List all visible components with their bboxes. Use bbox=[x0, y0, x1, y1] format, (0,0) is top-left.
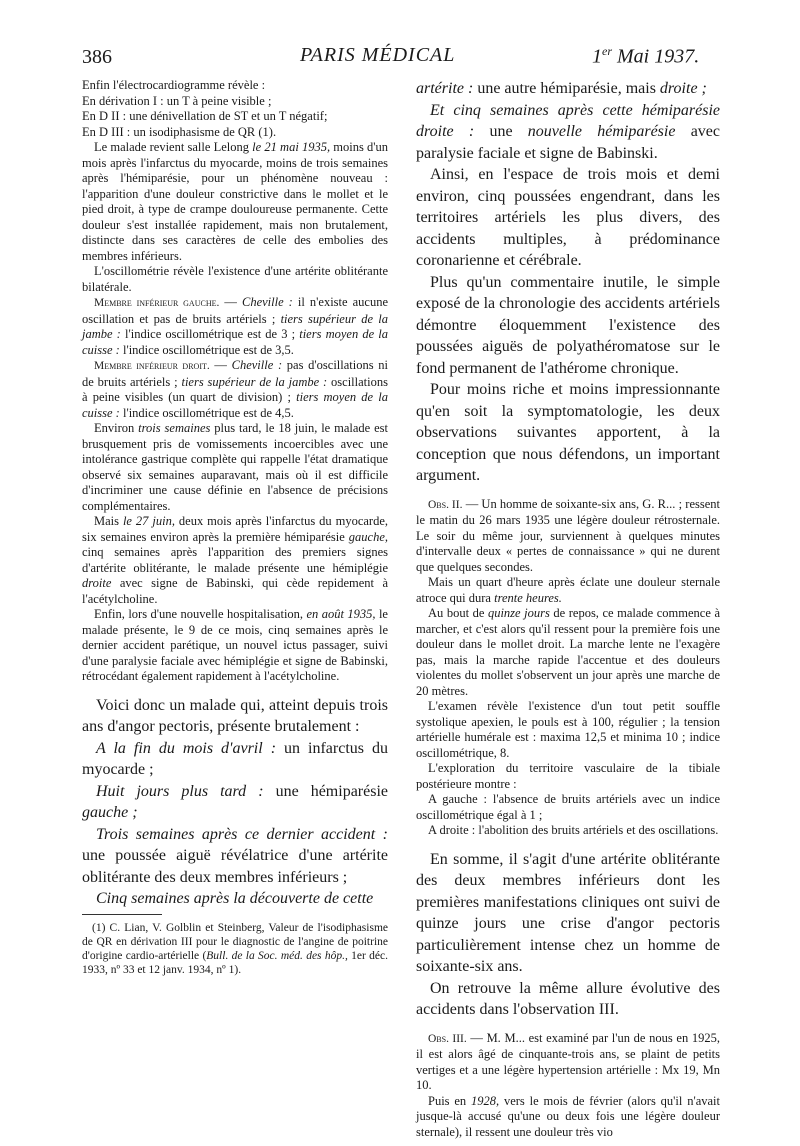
paragraph: En D II : une dénivellation de ST et un T négatif; bbox=[82, 109, 328, 123]
paragraph: Mais un quart d'heure après éclate une douleur sternale atroce qui dura trente heures. bbox=[416, 575, 720, 605]
paragraph: artérite : une autre hémiparésie, mais droite ; bbox=[416, 80, 707, 97]
footnote-rule bbox=[82, 914, 162, 915]
paragraph: Huit jours plus tard : une hémiparésie gauche ; bbox=[82, 782, 389, 821]
paragraph: En somme, il s'agit d'une artérite oblitérante des deux membres inférieurs dont les premières manifestations cliniques ont suivi de quinze jours une crise d'angor pectoris particulièrement intense chez un homme de soixante-six ans. bbox=[416, 850, 720, 975]
paragraph: Enfin l'électrocardiogramme révèle : bbox=[82, 78, 266, 92]
issue-date: 1er Mai 1937. bbox=[592, 44, 700, 68]
paragraph: Ainsi, en l'espace de trois mois et demi environ, cinq poussées engendrant, dans les territoires artériels les plus divers, des accidents multiples, à prédominance coronarienne et cérébrale. bbox=[416, 166, 720, 269]
paragraph: A la fin du mois d'avril : un infarctus du myocarde ; bbox=[82, 739, 388, 778]
observation-heading: Obs. III. — M. M... est examiné par l'un de nous en 1925, il est alors âgé de cinquante-trois ans, se plaint de petits vertiges et a une légère hypertension artérielle : Mx 19, Mn 10. bbox=[416, 1030, 720, 1092]
paragraph: Trois semaines après ce dernier accident : une poussée aiguë révélatrice d'une artérite oblitérante des deux membres inférieurs ; bbox=[82, 825, 388, 886]
paragraph: A droite : l'abolition des bruits artériels et des oscillations. bbox=[428, 823, 719, 837]
left-column bbox=[82, 78, 388, 977]
paragraph: L'exploration du territoire vasculaire de la tibiale postérieure montre : bbox=[416, 761, 720, 791]
paragraph: Et cinq semaines après cette hémiparésie droite : une nouvelle hémiparésie avec paralysie faciale et signe de Babinski. bbox=[416, 101, 721, 162]
paragraph: Plus qu'un commentaire inutile, le simple exposé de la chronologie des accidents artériels démontre éloquemment l'existence des poussées aiguës de polyathéromatose sur le fond permanent de l'athérome chronique. bbox=[416, 273, 720, 377]
journal-title: PARIS MÉDICAL bbox=[300, 44, 456, 66]
paragraph: En dérivation I : un T à peine visible ; bbox=[82, 93, 272, 108]
paragraph: Membre inférieur droit. — Cheville : pas d'oscillations ni de bruits artériels ; tiers supérieur de la jambe : oscillations à peine visibles (un quart de division) ; tiers moyen de la cuisse : l'indice oscillométrique est de 4,5. bbox=[82, 358, 388, 420]
paragraph: Le malade revient salle Lelong le 21 mai 1935, moins d'un mois après l'infarctus du myocarde, moins de trois semaines après l'hémiparésie, pour un phénomène nouveau : l'apparition d'une douleur constrictive dans le mollet et le pied droit, à type de crampe douloureuse permanente. Cette douleur s'est installée rapidement, mais non brutalement, distincte dans ses caractères de celle des embolies des membres inférieurs. bbox=[82, 140, 389, 263]
paragraph: L'oscillométrie révèle l'existence d'une artérite oblitérante bilatérale. bbox=[82, 264, 388, 294]
paragraph: Cinq semaines après la découverte de cette bbox=[96, 890, 374, 907]
paragraph: Environ trois semaines plus tard, le 18 juin, le malade est brusquement pris de vomissements incoercibles avec une intolérance gastrique complète qui rappelle l'état dramatique observé six semaines auparavant, mais où il est difficile d'incriminer une cause définie en l'absence de précisions complémentaires. bbox=[82, 421, 388, 513]
paragraph: Membre inférieur gauche. — Cheville : il n'existe aucune oscillation et pas de bruits artériels ; tiers supérieur de la jambe : l'indice oscillométrique est de 3 ; tiers moyen de la cuisse : l'indice oscillométrique est de 3,5. bbox=[82, 295, 389, 357]
footnote: (1) C. Lian, V. Golblin et Steinberg, Valeur de l'isodiphasisme de QR en dérivation III pour le diagnostic de l'angine de poitrine d'origine cardio-artérielle (Bull. de la Soc. méd. des hôp., 1er déc. 1933, nº 33 et 12 janv. 1934, nº 1). bbox=[82, 921, 388, 976]
paragraph: En D III : un isodiphasisme de QR (1). bbox=[82, 124, 277, 139]
paragraph: Enfin, lors d'une nouvelle hospitalisation, en août 1935, le malade présente, le 9 de ce mois, cinq semaines après le dernier accident parétique, un nouvel ictus passager, suivi d'une paralysie faciale avec hémiplégie et signe de Babinski, rétrocédant également rapidement à l'acétylcholine. bbox=[82, 607, 388, 683]
paragraph: Voici donc un malade qui, atteint depuis trois ans d'angor pectoris, présente brutalement : bbox=[82, 696, 388, 735]
paragraph: On retrouve la même allure évolutive des accidents dans l'observation III. bbox=[416, 979, 720, 1018]
right-column bbox=[416, 78, 720, 1140]
running-header bbox=[0, 40, 800, 70]
paragraph: Pour moins riche et moins impressionnante qu'en soit la symptomatologie, les deux observations suivantes apportent, à la conception que nous défendons, un important argument. bbox=[416, 381, 720, 484]
paragraph: Puis en 1928, vers le mois de février (alors qu'il n'avait jusque-là accusé qu'une ou deux fois une légère douleur sternale), il ressent une douleur très vio bbox=[416, 1093, 720, 1139]
observation-heading: Obs. II. — Un homme de soixante-six ans, G. R... ; ressent le matin du 26 mars 1935 une légère douleur rétrosternale. Le soir du même jour, surviennent à quelques minutes d'intervalle deux « pertes de connaissance » qui ne durent que quelques secondes. bbox=[416, 496, 721, 574]
paragraph: A gauche : l'absence de bruits artériels avec un indice oscillométrique égal à 1 ; bbox=[416, 792, 720, 822]
paragraph: L'examen révèle l'existence d'un tout petit souffle systolique apexien, le pouls est à 100, régulier ; la tension artérielle humérale est : maxima 12,5 et minima 10 ; indice oscillométrique, 8. bbox=[416, 699, 720, 760]
paragraph: Mais le 27 juin, deux mois après l'infarctus du myocarde, six semaines environ après la première hémiparésie gauche, cinq semaines après l'apparition des premiers signes d'artérite oblitérante, le malade présente une hémiplégie droite avec signe de Babinski, qui cède repidement à l'acétylcholine. bbox=[82, 514, 389, 606]
page-number: 386 bbox=[82, 46, 112, 68]
paragraph: Au bout de quinze jours de repos, ce malade commence à marcher, et c'est alors qu'il ressent pour la première fois une douleur dans le mollet droit. La marche lente ne l'exagère pas, mais la marche rapide l'accentue et des douleurs violentes du mollet s'observent un jour après une marche de 20 mètres. bbox=[416, 606, 720, 698]
